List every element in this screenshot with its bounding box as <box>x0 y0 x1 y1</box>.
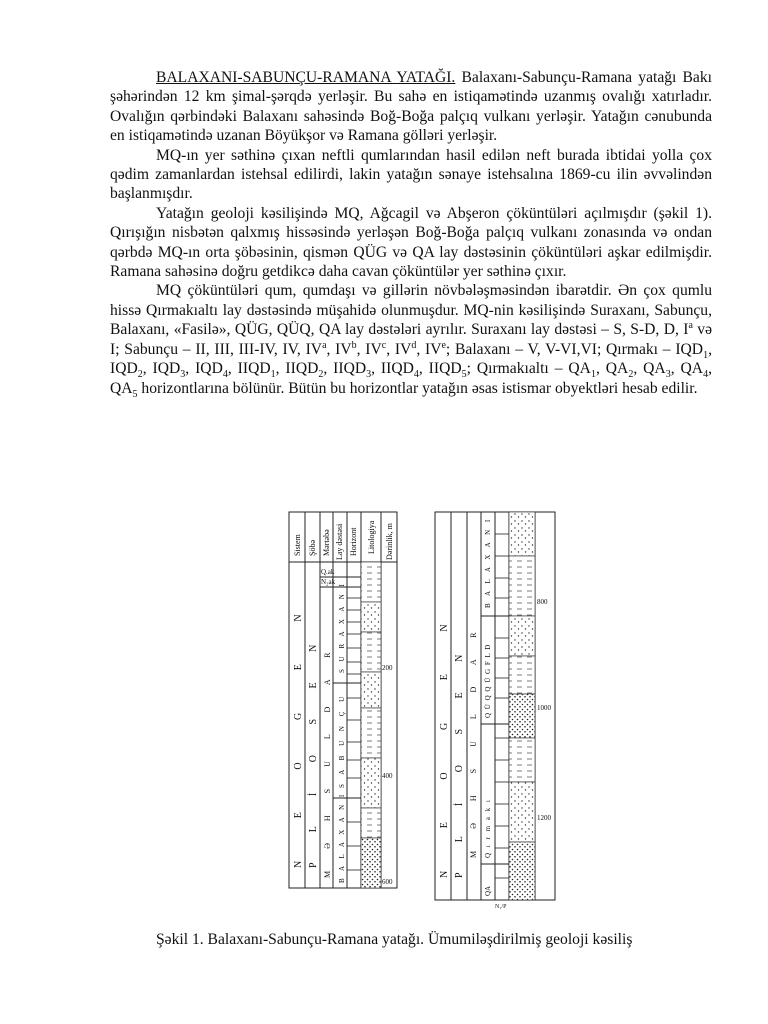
header-mertebe: Mərtəbə <box>322 529 331 556</box>
header-litologiya: Litologiya <box>367 520 376 554</box>
p4-seg: , QA <box>633 360 666 378</box>
p4-seg: , IQD <box>110 340 712 378</box>
right-section <box>435 512 555 910</box>
p4-sub: 5 <box>132 388 138 400</box>
p4-seg: , IQD <box>142 360 181 378</box>
p4-seg: , IIQD <box>227 360 271 378</box>
header-sistem: Sistem <box>293 534 302 556</box>
paragraph-4 <box>110 281 712 400</box>
left-litho-1 <box>361 562 381 602</box>
p4-seg: , IIQD <box>275 360 319 378</box>
right-litho-2 <box>509 556 535 616</box>
p4-seg: , QA <box>670 360 704 378</box>
left-litho-7 <box>361 808 381 838</box>
p4-sub: 3 <box>665 369 671 381</box>
body-text <box>110 68 712 398</box>
right-lay-balax: B A L A X A N I <box>484 516 492 608</box>
right-litho-4 <box>509 656 535 694</box>
right-depth-1: 800 <box>537 598 548 606</box>
p4-sup: b <box>351 339 357 351</box>
p4-sub: 2 <box>137 369 143 381</box>
left-litho-8 <box>361 838 381 888</box>
paragraph-3: Yatağın geoloji kəsilişində MQ, Ağcagil və Abşeron çöküntüləri açılmışdır (şəkil 1). Qırışığın nisbətən qalxmış hissəsində yerləşən Boğ-Boğa palçıq vulkanı zonasında və ondan qərbdə MQ-ın orta şöbəsinin, qismən QÜG və QA lay dəstəsinin çöküntüləri aşkar edilmişdir. Ramana sahəsinə doğru getdikcə daha cavan çöküntülər yer səthinə çıxır. <box>110 204 712 281</box>
p4-sub: 2 <box>318 369 324 381</box>
left-litho-6 <box>361 758 381 808</box>
p4-seg: , IIQD <box>371 360 414 378</box>
right-horizon-ticks <box>495 534 509 878</box>
p4-sub: 3 <box>180 369 186 381</box>
p4-sub: 4 <box>703 369 709 381</box>
p4-seg: , QA <box>110 360 712 397</box>
left-sistem-label: N E O G E N <box>293 594 304 868</box>
p4-sub: 1 <box>270 369 276 381</box>
p4-sub: 2 <box>628 369 634 381</box>
paragraph-1 <box>110 68 712 146</box>
right-litho-6 <box>509 738 535 782</box>
left-lay-balax: B A L A X A N I <box>338 791 346 883</box>
right-depth-3: 1200 <box>537 814 551 822</box>
p4-seg: MQ çöküntüləri qum, qumdaşı və gillərin növbələşməsindən ibarətdir. Ən çox qumlu hissə Qırmakıaltı lay dəstəsində müşahidə olunmuşdur. MQ-nin kəsilişində Suraxanı, Sabunçu, Balaxanı, «Fasilə», QÜG, QÜQ, QA lay dəstələri ayrılır. Suraxanı lay dəstəsi – S, S-D, D, I <box>110 282 712 339</box>
right-sistem-label: N E O G E N <box>439 604 450 878</box>
p4-seg: və I; Sabunçu – II, III, III-IV, IV, IV <box>110 321 712 358</box>
right-litho-8 <box>509 842 535 900</box>
left-litho-5 <box>361 708 381 758</box>
p4-sup: a <box>322 339 327 351</box>
p4-sup: d <box>411 339 417 351</box>
right-litho-5 <box>509 694 535 738</box>
header-horizont: Horizont <box>349 527 358 556</box>
p4-sub: 3 <box>366 369 372 381</box>
p4-seg: , IV <box>356 340 382 358</box>
p4-seg: , IIQD <box>418 360 462 378</box>
p4-sub: 1 <box>590 369 596 381</box>
left-lay-sabun: S A B U N Ç U <box>338 692 346 788</box>
p4-seg: , IV <box>416 340 442 358</box>
p4-seg: , IQD <box>185 360 223 378</box>
p4-seg: ; Qırmakıaltı – QA <box>466 360 591 378</box>
paragraph-1-text: Balaxanı-Sabunçu-Ramana yatağı Bakı şəhərindən 12 km şimal-şərqdə yerləşir. Bu sahə en istiqamətində uzanmış ovalığı xatırladır. Ovalığın qərbindəki Balaxanı sahəsində Boğ-Boğa palçıq vulkanı yerləşir. Yatağın cənubunda en istiqamətində uzanan Böyükşor və Ramana gölləri yerləşir. <box>110 69 712 145</box>
geologic-section-figure <box>156 498 618 910</box>
geologic-section-svg <box>156 498 618 910</box>
right-qa-label: QA <box>484 885 492 896</box>
p4-sub: 4 <box>222 369 228 381</box>
paragraph-2: MQ-ın yer səthinə çıxan neftli qumlarından hasil edilən neft burada ibtidai yolla çox qədim zamanlardan istehsal edilirdi, lakin yatağın sənaye istehsalına 1869-cu ilin əvvəlindən başlanmışdır. <box>110 146 712 203</box>
section-title: BALAXANI-SABUNÇU-RAMANA YATAĞI. <box>156 69 456 86</box>
left-lay-surax: S U R A X A N I <box>338 581 346 673</box>
right-lay-qirmaki: Q ı r m a k ı <box>484 798 492 858</box>
left-top-label-1: Q.ak <box>321 568 335 576</box>
right-litho-1 <box>509 512 535 556</box>
figure-caption: Şəkil 1. Balaxanı-Sabunçu-Ramana yatağı. Ümumiləşdirilmiş geoloji kəsiliş <box>156 931 633 948</box>
left-litho-3 <box>361 632 381 672</box>
p4-seg: , QA <box>595 360 629 378</box>
left-sobe-label: P L İ O S E N <box>308 630 319 868</box>
p4-sub: 5 <box>461 369 467 381</box>
p4-seg: , IIQD <box>323 360 367 378</box>
p4-sup: e <box>441 339 446 351</box>
left-litho-2 <box>361 602 381 632</box>
header-lay-destesi: Lay dəstəsi <box>335 523 344 560</box>
left-section <box>289 512 397 888</box>
left-litho-4 <box>361 672 381 708</box>
right-litho-7 <box>509 782 535 842</box>
left-top-label-2: N₂ak <box>321 578 336 586</box>
p4-sup: a <box>688 320 693 332</box>
left-depth-2: 400 <box>382 772 393 780</box>
p4-sup: c <box>381 339 387 351</box>
left-horizon-ticks <box>347 598 361 870</box>
right-litho-3 <box>509 616 535 656</box>
right-bottom-label: N₁/P <box>495 904 507 910</box>
p4-seg: horizontlarına bölünür. Bütün bu horizontlar yatağın əsas istismar obyektləri hesab edilir. <box>137 379 698 397</box>
p4-sub: 4 <box>413 369 419 381</box>
p4-sub: 1 <box>703 349 709 361</box>
right-depth-2: 1000 <box>537 704 551 712</box>
header-sobe: Şöbə <box>308 540 317 556</box>
left-depth-3: 600 <box>382 878 393 886</box>
p4-seg: , IV <box>326 340 352 358</box>
right-mertebe-label: M Ə H S U L D A R <box>469 622 478 858</box>
right-sobe-label: P L İ O S E N <box>454 640 465 878</box>
p4-seg: , IV <box>386 340 412 358</box>
left-mertebe-label: M Ə H S U L D A R <box>323 642 332 878</box>
header-derinlik: Dərinlik, m <box>385 523 394 560</box>
left-depth-1: 200 <box>382 664 393 672</box>
p4-seg: ; Balaxanı – V, V-VI,VI; Qırmakı – IQD <box>445 340 704 358</box>
right-lay-mid: Q Ü Q Q Ü G F L D <box>484 643 492 718</box>
